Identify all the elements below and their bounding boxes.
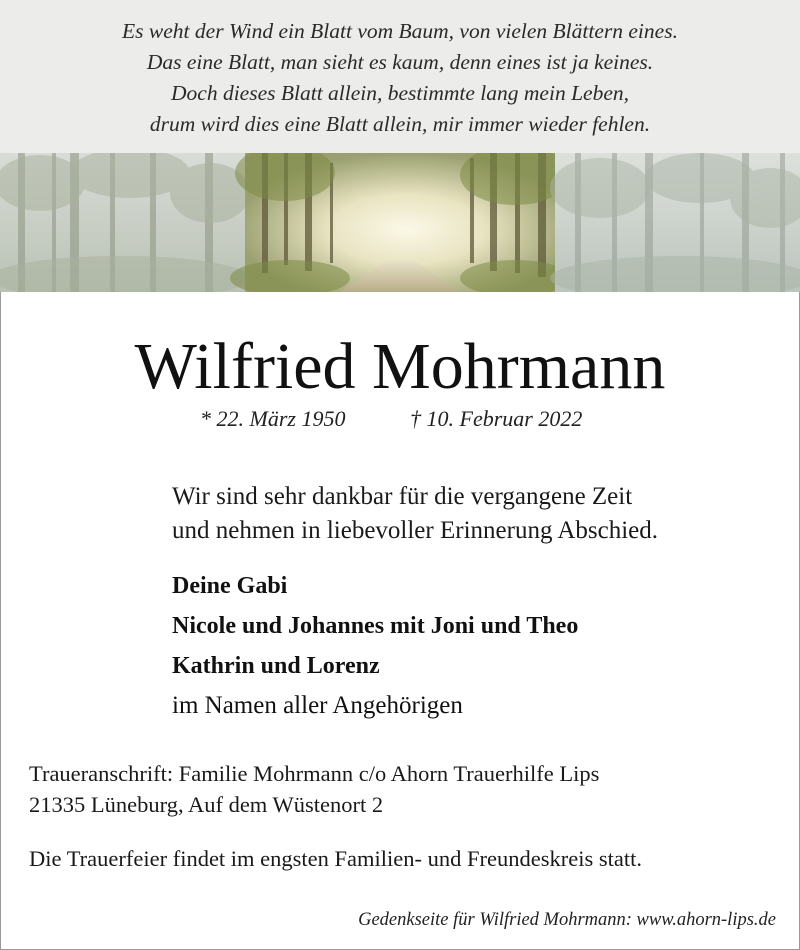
poem-line: Das eine Blatt, man sieht es kaum, denn eines ist ja keines. [146, 50, 654, 74]
forest-banner-image [0, 153, 800, 292]
mourning-address [29, 758, 599, 820]
mourner-name: Deine Gabi [172, 573, 288, 599]
poem [0, 16, 800, 140]
poem-line: Es weht der Wind ein Blatt vom Baum, von vielen Blättern eines. [122, 19, 678, 43]
deceased-name: Wilfried Mohrmann [134, 330, 666, 403]
address-line: Traueranschrift: Familie Mohrmann c/o Ahorn Trauerhilfe Lips [29, 761, 600, 786]
mourners-closing: im Namen aller Angehörigen [172, 692, 463, 719]
thanks-line: und nehmen in liebevoller Erinnerung Abschied. [172, 517, 658, 544]
birth-date: * 22. März 1950 [200, 406, 346, 431]
thanks-line: Wir sind sehr dankbar für die vergangene Zeit [172, 483, 633, 510]
mourners-list [172, 566, 578, 726]
poem-band [0, 0, 800, 153]
life-dates [200, 406, 620, 432]
thanks-message [172, 480, 658, 548]
mourner-name: Nicole und Johannes mit Joni und Theo [172, 613, 579, 639]
address-line: 21335 Lüneburg, Auf dem Wüstenort 2 [29, 792, 384, 817]
poem-line: Doch dieses Blatt allein, bestimmte lang mein Leben, [171, 81, 629, 105]
poem-line: drum wird dies eine Blatt allein, mir immer wieder fehlen. [149, 112, 651, 136]
ceremony-note: Die Trauerfeier findet im engsten Familien- und Freundeskreis statt. [29, 846, 642, 871]
death-date: † 10. Februar 2022 [410, 406, 583, 431]
memorial-page-link[interactable]: Gedenkseite für Wilfried Mohrmann: www.ahorn-lips.de [358, 910, 776, 930]
mourner-name: Kathrin und Lorenz [172, 653, 380, 679]
